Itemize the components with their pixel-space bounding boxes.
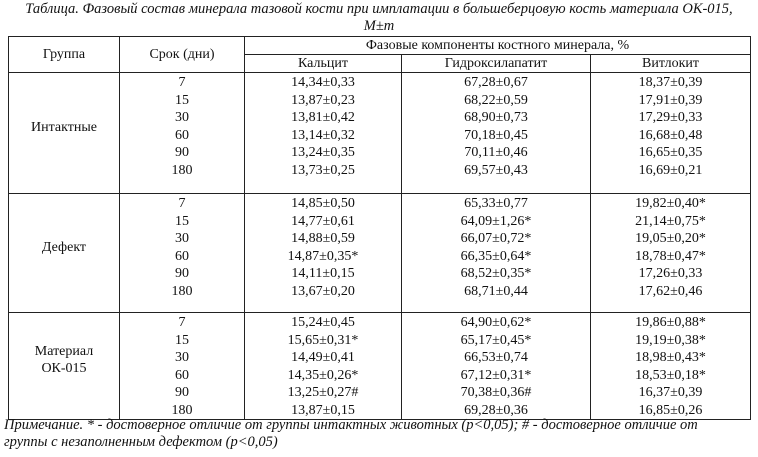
calcite-value: 13,73±0,25	[291, 162, 355, 178]
whitlockite-value: 16,65±0,35	[638, 145, 703, 160]
table-row	[9, 73, 751, 194]
whitlockite-cell	[591, 313, 751, 420]
hydroxyapatite-cell	[402, 194, 591, 313]
term-value: 30	[175, 110, 189, 125]
header-term: Срок (дни)	[120, 37, 245, 73]
note-line: Примечание. * - достоверное отличие от группы интактных животных (p<0,05); # - достоверное отличие от	[4, 417, 698, 433]
calcite-value: 14,88±0,59	[291, 231, 355, 246]
term-value: 15	[175, 332, 189, 348]
hydroxyapatite-value: 67,28±0,67	[464, 75, 528, 90]
calcite-value: 14,77±0,61	[291, 213, 355, 229]
calcite-value: 13,25±0,27#	[287, 385, 359, 400]
header-phase-components: Фазовые компоненты костного минерала, %	[245, 37, 751, 55]
terms-cell	[120, 313, 245, 420]
whitlockite-value: 17,62±0,46	[638, 283, 703, 299]
calcite-value: 14,11±0,15	[291, 266, 355, 281]
group-name: Интактные	[31, 119, 97, 135]
calcite-value: 14,85±0,50	[291, 196, 355, 211]
calcite-value: 13,87±0,15	[291, 402, 355, 418]
calcite-value: 13,81±0,42	[291, 110, 355, 125]
header-group: Группа	[9, 37, 120, 73]
whitlockite-value: 19,19±0,38*	[635, 332, 706, 348]
term-value: 60	[175, 367, 189, 383]
header-hydroxyapatite: Гидроксилапатит	[402, 55, 591, 73]
whitlockite-value: 16,68±0,48	[638, 127, 703, 143]
term-value: 30	[175, 231, 189, 246]
hydroxyapatite-value: 66,07±0,72*	[460, 231, 532, 246]
whitlockite-value: 19,82±0,40*	[635, 196, 706, 211]
table-row	[9, 194, 751, 313]
hydroxyapatite-value: 70,38±0,36#	[460, 385, 532, 400]
group-name-cell	[9, 73, 120, 194]
hydroxyapatite-value: 68,22±0,59	[464, 92, 528, 108]
note-line: группы с незаполненным дефектом (p<0,05)	[4, 434, 278, 450]
term-value: 60	[175, 127, 189, 143]
calcite-cell	[245, 194, 402, 313]
hydroxyapatite-value: 64,90±0,62*	[460, 315, 532, 330]
whitlockite-cell	[591, 194, 751, 313]
term-value: 180	[171, 162, 193, 178]
calcite-value: 13,87±0,23	[291, 92, 355, 108]
whitlockite-value: 19,86±0,88*	[635, 315, 706, 330]
term-value: 7	[178, 196, 186, 211]
hydroxyapatite-value: 65,33±0,77	[464, 196, 528, 211]
whitlockite-cell	[591, 73, 751, 194]
hydroxyapatite-value: 68,71±0,44	[464, 283, 528, 299]
caption-line: Таблица. Фазовый состав минерала тазовой кости при имплатации в большеберцовую кость материала ОК-015,	[25, 1, 733, 17]
hydroxyapatite-value: 66,35±0,64*	[460, 248, 532, 264]
hydroxyapatite-cell	[402, 73, 591, 194]
hydroxyapatite-value: 70,18±0,45	[464, 127, 528, 143]
term-value: 90	[175, 385, 189, 400]
calcite-value: 14,49±0,41	[291, 350, 355, 365]
term-value: 180	[171, 283, 193, 299]
terms-cell	[120, 194, 245, 313]
calcite-cell	[245, 73, 402, 194]
calcite-value: 14,35±0,26*	[287, 367, 359, 383]
whitlockite-value: 17,91±0,39	[638, 92, 703, 108]
hydroxyapatite-value: 66,53±0,74	[464, 350, 528, 365]
term-value: 15	[175, 92, 189, 108]
hydroxyapatite-value: 65,17±0,45*	[460, 332, 532, 348]
whitlockite-value: 21,14±0,75*	[635, 213, 706, 229]
group-name-cell	[9, 194, 120, 313]
calcite-value: 15,65±0,31*	[287, 332, 359, 348]
whitlockite-value: 18,37±0,39	[638, 75, 703, 90]
calcite-value: 14,87±0,35*	[287, 248, 359, 264]
header-calcite: Кальцит	[245, 55, 402, 73]
hydroxyapatite-cell	[402, 313, 591, 420]
hydroxyapatite-value: 64,09±1,26*	[460, 213, 532, 229]
whitlockite-value: 17,29±0,33	[638, 110, 703, 125]
term-value: 180	[171, 402, 193, 418]
term-value: 7	[178, 75, 186, 90]
calcite-value: 15,24±0,45	[291, 315, 355, 330]
term-value: 60	[175, 248, 189, 264]
hydroxyapatite-value: 69,57±0,43	[464, 162, 528, 178]
hydroxyapatite-value: 67,12±0,31*	[460, 367, 532, 383]
table-caption	[8, 1, 750, 35]
caption-line: M±m	[363, 18, 395, 34]
table-note	[4, 417, 754, 451]
whitlockite-value: 17,26±0,33	[638, 266, 703, 281]
group-name: Дефект	[41, 239, 87, 255]
terms-cell	[120, 73, 245, 194]
hydroxyapatite-value: 70,11±0,46	[464, 145, 528, 160]
calcite-value: 13,24±0,35	[291, 145, 355, 160]
calcite-value: 13,67±0,20	[291, 283, 355, 299]
hydroxyapatite-value: 68,90±0,73	[464, 110, 528, 125]
whitlockite-value: 18,53±0,18*	[635, 367, 706, 383]
table-row	[9, 313, 751, 420]
calcite-cell	[245, 313, 402, 420]
whitlockite-value: 16,85±0,26	[638, 402, 703, 418]
term-value: 7	[178, 315, 186, 330]
term-value: 30	[175, 350, 189, 365]
group-name-cell	[9, 313, 120, 420]
hydroxyapatite-value: 69,28±0,36	[464, 402, 528, 418]
group-name: Материал	[34, 344, 94, 359]
whitlockite-value: 16,69±0,21	[638, 162, 703, 178]
hydroxyapatite-value: 68,52±0,35*	[460, 266, 532, 281]
term-value: 15	[175, 213, 189, 229]
header-whitlockite: Витлокит	[591, 55, 751, 73]
term-value: 90	[175, 266, 189, 281]
whitlockite-value: 18,78±0,47*	[635, 248, 706, 264]
term-value: 90	[175, 145, 189, 160]
calcite-value: 13,14±0,32	[291, 127, 355, 143]
whitlockite-value: 19,05±0,20*	[635, 231, 706, 246]
calcite-value: 14,34±0,33	[291, 75, 355, 90]
phase-composition-table	[8, 36, 751, 420]
whitlockite-value: 18,98±0,43*	[635, 350, 706, 365]
group-name: ОК-015	[41, 361, 87, 376]
whitlockite-value: 16,37±0,39	[638, 385, 703, 400]
